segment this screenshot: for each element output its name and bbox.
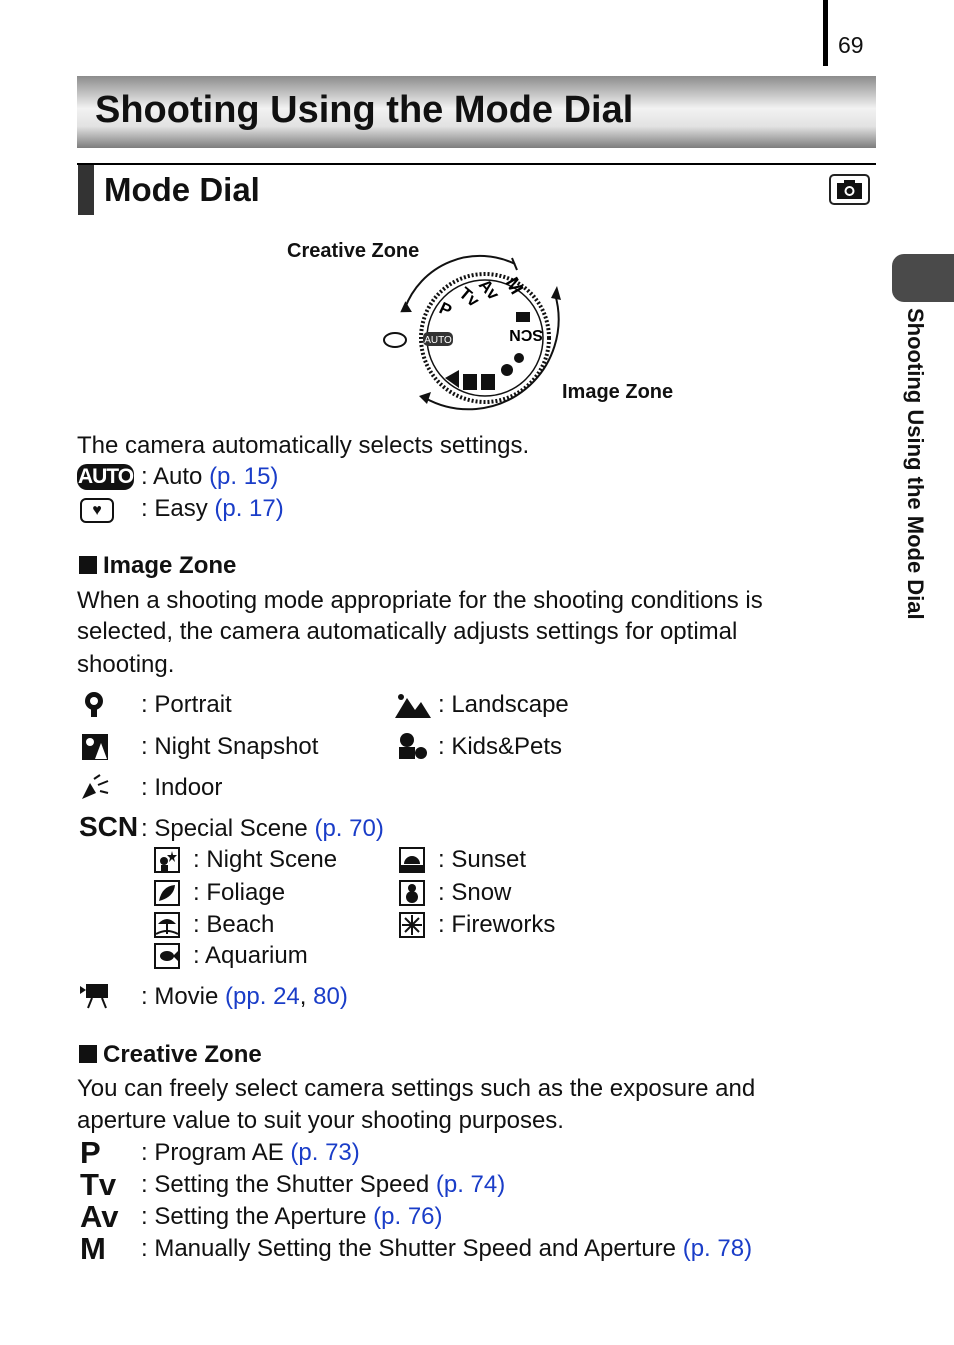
bullet-square-icon	[79, 1045, 97, 1063]
kids-pets-icon	[395, 731, 429, 766]
movie-ref-link-b[interactable]: 80	[313, 983, 340, 1010]
dial-letter-p: P	[436, 298, 455, 321]
dial-letter-tv: Tv	[455, 283, 483, 311]
program-label: : Program AE	[141, 1139, 284, 1166]
av-ref-link[interactable]: (p. 76)	[373, 1203, 443, 1230]
mode-night-snapshot: : Night Snapshot	[141, 733, 319, 760]
creative-zone-heading: Creative Zone	[79, 1041, 262, 1069]
scn-icon: SCN	[79, 811, 139, 842]
easy-row	[141, 494, 284, 524]
image-zone-para-3: shooting.	[77, 651, 175, 678]
movie-icon	[80, 982, 114, 1015]
image-zone-label: Image Zone	[562, 381, 674, 403]
section-marker	[78, 165, 94, 215]
beach-icon	[154, 912, 180, 938]
creative-zone-label: Creative Zone	[287, 240, 420, 262]
scene-aquarium: : Aquarium	[193, 942, 308, 969]
page-title: Shooting Using the Mode Dial	[95, 89, 634, 131]
image-zone-para-1: When a shooting mode appropriate for the shooting conditions is	[77, 587, 763, 614]
movie-ref-prefix: (pp.	[225, 983, 274, 1010]
portrait-icon	[80, 690, 108, 723]
tv-mode-icon: Tv	[80, 1167, 117, 1202]
mode-dial-diagram	[375, 250, 575, 430]
movie-ref-link-a[interactable]: 24	[273, 983, 300, 1010]
sunset-icon	[399, 847, 425, 873]
special-scene-row	[141, 814, 384, 844]
section-rule	[77, 163, 876, 165]
scene-beach: : Beach	[193, 911, 275, 938]
night-snapshot-icon	[81, 733, 109, 766]
tv-ref-link[interactable]: (p. 74)	[435, 1171, 506, 1198]
movie-label: : Movie	[141, 983, 219, 1010]
tv-label: : Setting the Shutter Speed	[141, 1171, 430, 1198]
scene-fireworks: : Fireworks	[438, 911, 556, 938]
night-scene-icon	[154, 847, 180, 873]
mode-portrait: : Portrait	[141, 691, 232, 718]
special-scene-label: : Special Scene	[141, 815, 308, 842]
snow-icon	[399, 880, 425, 906]
mode-indoor: : Indoor	[141, 774, 223, 801]
image-zone-para-2: selected, the camera automatically adjusts settings for optimal	[77, 618, 738, 645]
creative-mode-av	[141, 1202, 443, 1232]
dial-letter-av: Av	[474, 275, 504, 304]
scene-foliage: : Foliage	[193, 879, 286, 906]
mode-kids-pets: : Kids&Pets	[438, 733, 563, 760]
auto-ref-link[interactable]: (p. 15)	[209, 463, 279, 490]
manual-label: : Manually Setting the Shutter Speed and Aperture	[141, 1235, 677, 1262]
program-ref-link[interactable]: (p. 73)	[290, 1139, 360, 1166]
movie-ref-suffix: )	[339, 983, 348, 1010]
fireworks-icon	[399, 912, 425, 938]
auto-row	[141, 462, 278, 492]
manual-mode-icon: M	[80, 1231, 106, 1266]
side-tab-text: Shooting Using the Mode Dial	[903, 308, 928, 620]
mode-landscape: : Landscape	[438, 691, 569, 718]
auto-label: : Auto	[141, 463, 203, 490]
dial-auto-text: AUTO	[424, 335, 452, 346]
auto-icon: AUTO	[77, 465, 134, 488]
section-title: Mode Dial	[104, 171, 260, 208]
creative-mode-tv	[141, 1170, 505, 1200]
creative-mode-manual	[141, 1234, 752, 1264]
scene-sunset: : Sunset	[438, 846, 527, 873]
creative-zone-para-2: aperture value to suit your shooting purposes.	[77, 1107, 564, 1134]
av-label: : Setting the Aperture	[141, 1203, 367, 1230]
intro-text: The camera automatically selects settings.	[77, 432, 530, 459]
dial-scn-text: SCN	[509, 326, 543, 343]
chapter-tab	[892, 254, 954, 302]
movie-row	[141, 982, 348, 1012]
manual-ref-link[interactable]: (p. 78)	[682, 1235, 753, 1262]
special-scene-ref-link[interactable]: (p. 70)	[314, 815, 384, 842]
movie-ref-separator: ,	[299, 983, 314, 1010]
easy-label: : Easy	[141, 495, 208, 522]
program-mode-icon: P	[80, 1135, 101, 1170]
easy-icon: ♥	[80, 498, 114, 523]
dial-letter-m: M	[500, 274, 527, 299]
camera-mode-icon	[829, 174, 870, 205]
page-number-rule	[823, 0, 828, 66]
creative-zone-para-1: You can freely select camera settings such as the exposure and	[77, 1075, 756, 1102]
image-zone-heading: Image Zone	[79, 552, 236, 580]
scene-night-scene: : Night Scene	[193, 846, 338, 873]
page-number: 69	[838, 32, 864, 58]
creative-mode-program	[141, 1138, 360, 1168]
av-mode-icon: Av	[80, 1199, 119, 1234]
scene-snow: : Snow	[438, 879, 512, 906]
bullet-square-icon	[79, 556, 97, 574]
aquarium-icon	[154, 943, 180, 969]
foliage-icon	[154, 880, 180, 906]
indoor-icon	[80, 773, 110, 806]
landscape-icon	[395, 692, 431, 723]
easy-ref-link[interactable]: (p. 17)	[214, 495, 284, 522]
